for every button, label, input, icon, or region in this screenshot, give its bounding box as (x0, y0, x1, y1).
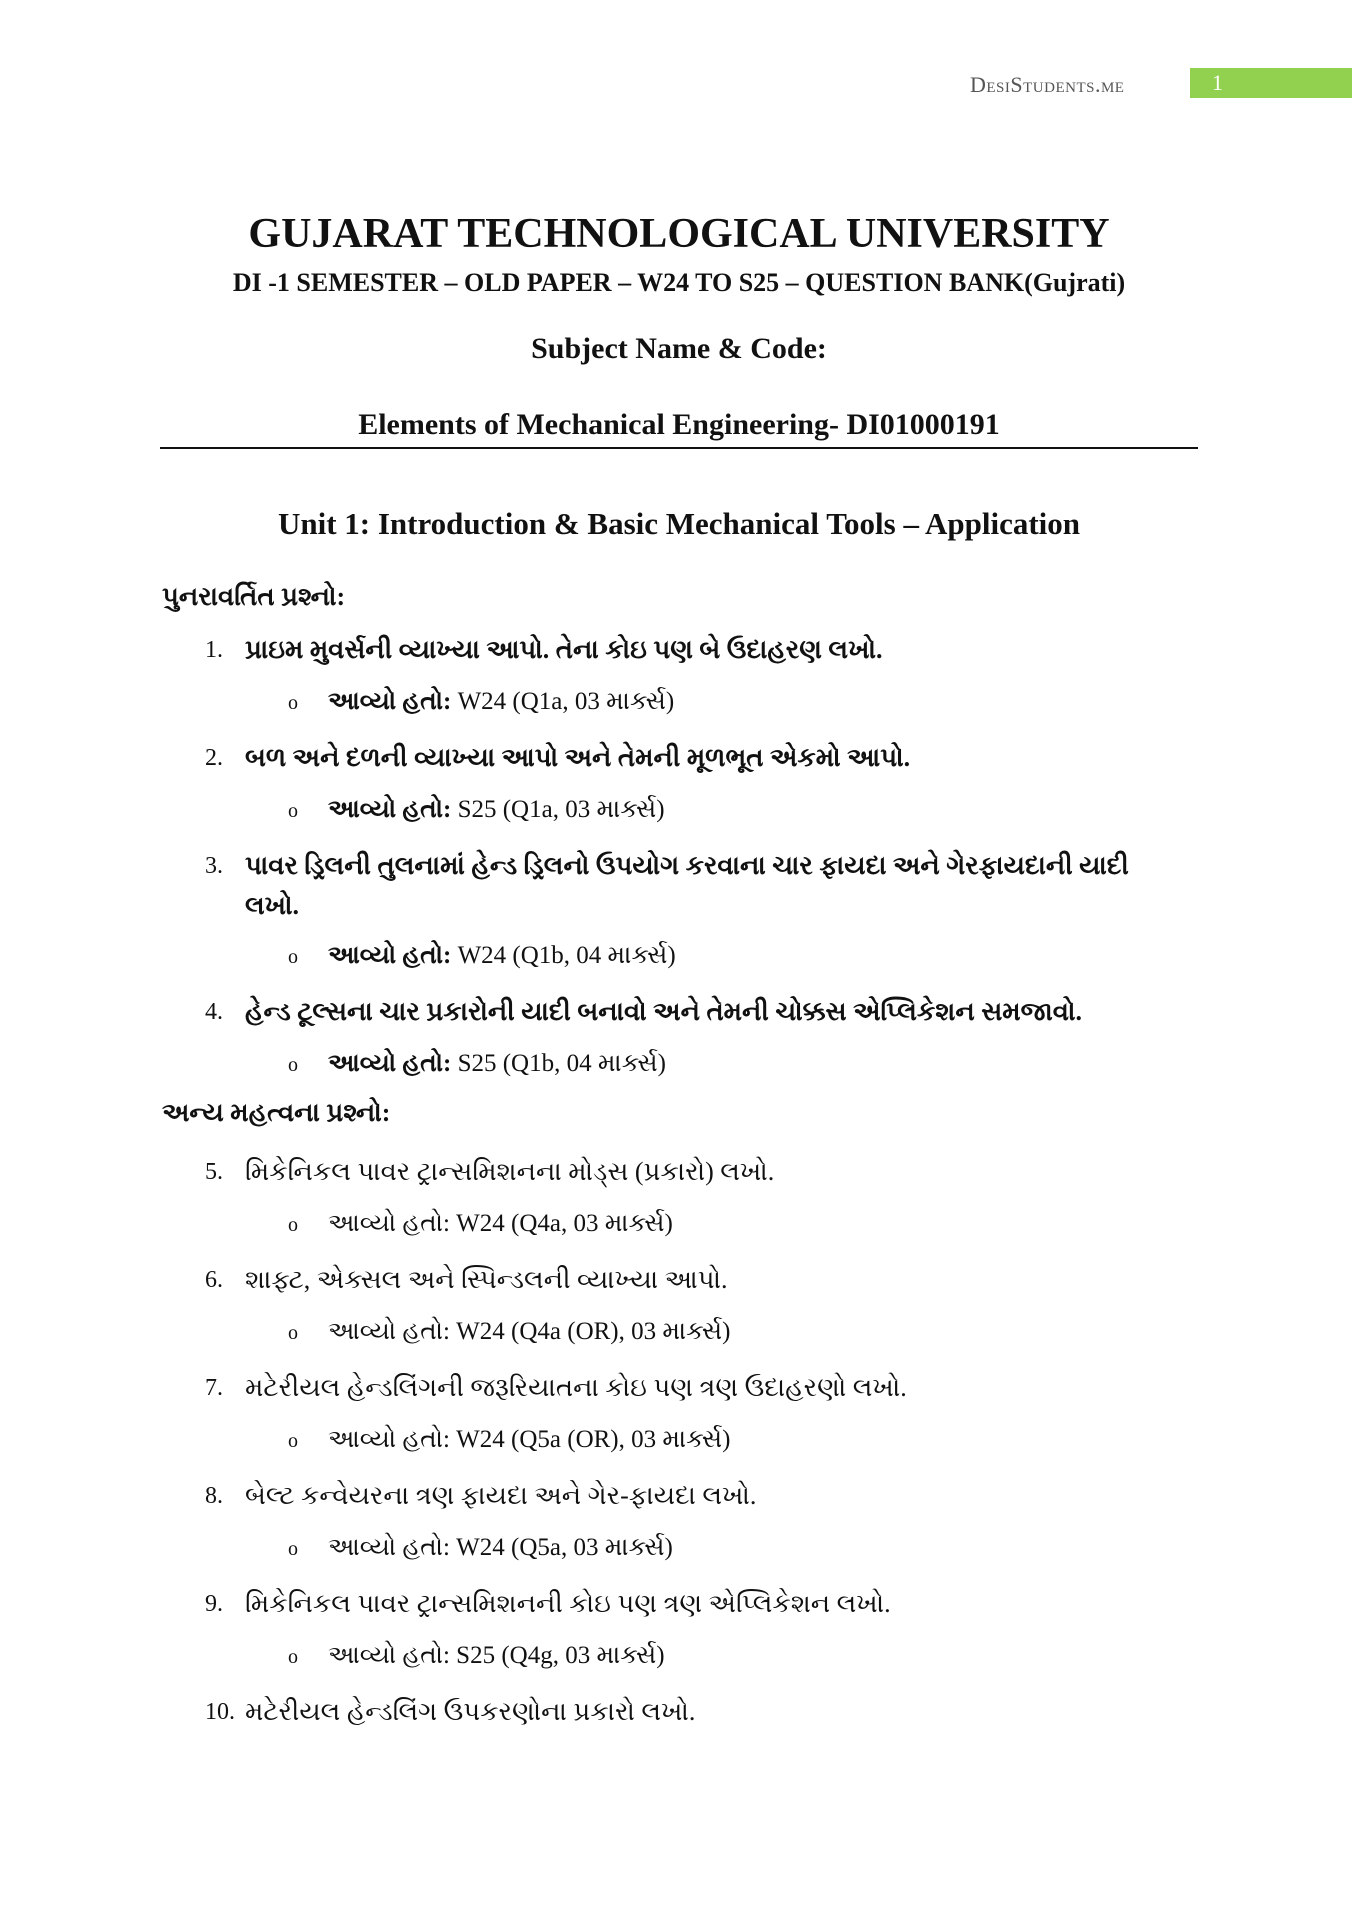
bullet-icon: o (288, 1538, 298, 1560)
bullet-icon: o (288, 946, 298, 968)
bullet-icon: o (288, 692, 298, 714)
horizontal-rule (160, 447, 1198, 449)
question-text: બેલ્ટ કન્વેયરના ત્રણ ફાયદા અને ગેર-ફાયદા લખો. (245, 1481, 757, 1510)
asked-label: આવ્યો હતો: (328, 1210, 450, 1237)
question-item (205, 1260, 1165, 1300)
asked-label: આવ્યો હતો: (328, 1426, 450, 1453)
asked-info (288, 688, 674, 716)
other-questions-heading: અન્ય મહત્વના પ્રશ્નો: (162, 1098, 391, 1127)
asked-value: W24 (Q5a, 03 માર્ક્સ) (456, 1534, 673, 1561)
university-title: GUJARAT TECHNOLOGICAL UNIVERSITY (248, 211, 1110, 257)
asked-label: આવ્યો હતો: (328, 688, 452, 715)
bullet-icon: o (288, 1322, 298, 1344)
question-item (205, 738, 1165, 778)
question-number: 8. (205, 1483, 223, 1509)
asked-info (288, 942, 676, 970)
question-number: 5. (205, 1159, 223, 1185)
asked-label: આવ્યો હતો: (328, 1318, 450, 1345)
asked-value: W24 (Q1b, 04 માર્ક્સ) (457, 942, 676, 969)
question-number: 3. (205, 853, 223, 879)
question-text: પાવર ડ્રિલની તુલનામાં હેન્ડ ડ્રિલનો ઉપયોગ કરવાના ચાર ફાયદા અને ગેરફાયદાની યાદી લખો. (245, 851, 1129, 920)
question-item (205, 846, 1165, 926)
asked-info (288, 1426, 730, 1454)
asked-value: W24 (Q4a (OR), 03 માર્ક્સ) (456, 1318, 731, 1345)
asked-label: આવ્યો હતો: (328, 1050, 452, 1077)
asked-value: S25 (Q1b, 04 માર્ક્સ) (457, 1050, 666, 1077)
question-text: બળ અને દળની વ્યાખ્યા આપો અને તેમની મૂળભૂત એકમો આપો. (245, 743, 911, 772)
question-text: શાફ્ટ, એક્સલ અને સ્પિન્ડલની વ્યાખ્યા આપો. (245, 1265, 728, 1294)
asked-value: W24 (Q1a, 03 માર્ક્સ) (457, 688, 675, 715)
asked-info (288, 1534, 673, 1562)
asked-value: S25 (Q4g, 03 માર્ક્સ) (456, 1642, 665, 1669)
question-item (205, 1152, 1165, 1192)
paper-subtitle: DI -1 SEMESTER – OLD PAPER – W24 TO S25 – QUESTION BANK(Gujrati) (232, 268, 1126, 297)
question-number: 1. (205, 637, 223, 663)
question-number: 9. (205, 1591, 223, 1617)
asked-info (288, 796, 665, 824)
repeated-questions-heading: પુનરાવર્તિત પ્રશ્નો: (162, 582, 346, 611)
page-number-badge: 1 (1190, 68, 1352, 98)
question-text: હેન્ડ ટૂલ્સના ચાર પ્રકારોની યાદી બનાવો અને તેમની ચોક્કસ એપ્લિકેશન સમજાવો. (245, 997, 1082, 1026)
site-name: DesiStudents.me (970, 72, 1125, 97)
asked-label: આવ્યો હતો: (328, 1534, 450, 1561)
bullet-icon: o (288, 1430, 298, 1452)
question-item (205, 1692, 1165, 1732)
unit-title: Unit 1: Introduction & Basic Mechanical Tools – Application (277, 506, 1081, 541)
asked-value: W24 (Q4a, 03 માર્ક્સ) (456, 1210, 673, 1237)
question-item (205, 1368, 1165, 1408)
question-number: 4. (205, 999, 223, 1025)
asked-info (288, 1318, 730, 1346)
bullet-icon: o (288, 1214, 298, 1236)
question-item (205, 1476, 1165, 1516)
question-text: મિકેનિકલ પાવર ટ્રાન્સમિશનના મોડ્સ (પ્રકારો) લખો. (245, 1157, 775, 1186)
asked-info (288, 1050, 666, 1078)
question-number: 6. (205, 1267, 223, 1293)
question-number: 10. (205, 1699, 235, 1725)
question-number: 2. (205, 745, 223, 771)
question-text: મિકેનિકલ પાવર ટ્રાન્સમિશનની કોઇ પણ ત્રણ એપ્લિકેશન લખો. (245, 1589, 891, 1618)
question-text: પ્રાઇમ મુવર્સની વ્યાખ્યા આપો. તેના કોઇ પણ બે ઉદાહરણ લખો. (245, 635, 883, 664)
question-item (205, 630, 1165, 670)
question-number: 7. (205, 1375, 223, 1401)
bullet-icon: o (288, 800, 298, 822)
asked-value: S25 (Q1a, 03 માર્ક્સ) (457, 796, 665, 823)
question-text: મટેરીયલ હેન્ડલિંગ ઉપકરણોના પ્રકારો લખો. (245, 1697, 696, 1726)
subject-name: Elements of Mechanical Engineering- DI01000191 (358, 408, 1000, 441)
asked-value: W24 (Q5a (OR), 03 માર્ક્સ) (456, 1426, 731, 1453)
asked-info (288, 1210, 673, 1238)
asked-label: આવ્યો હતો: (328, 796, 452, 823)
bullet-icon: o (288, 1054, 298, 1076)
question-item (205, 1584, 1165, 1624)
question-item (205, 992, 1165, 1032)
asked-label: આવ્યો હતો: (328, 942, 452, 969)
bullet-icon: o (288, 1646, 298, 1668)
asked-info (288, 1642, 665, 1670)
subject-label: Subject Name & Code: (531, 332, 827, 365)
asked-label: આવ્યો હતો: (328, 1642, 450, 1669)
question-text: મટેરીયલ હેન્ડલિંગની જરૂરિયાતના કોઇ પણ ત્રણ ઉદાહરણો લખો. (245, 1373, 907, 1402)
